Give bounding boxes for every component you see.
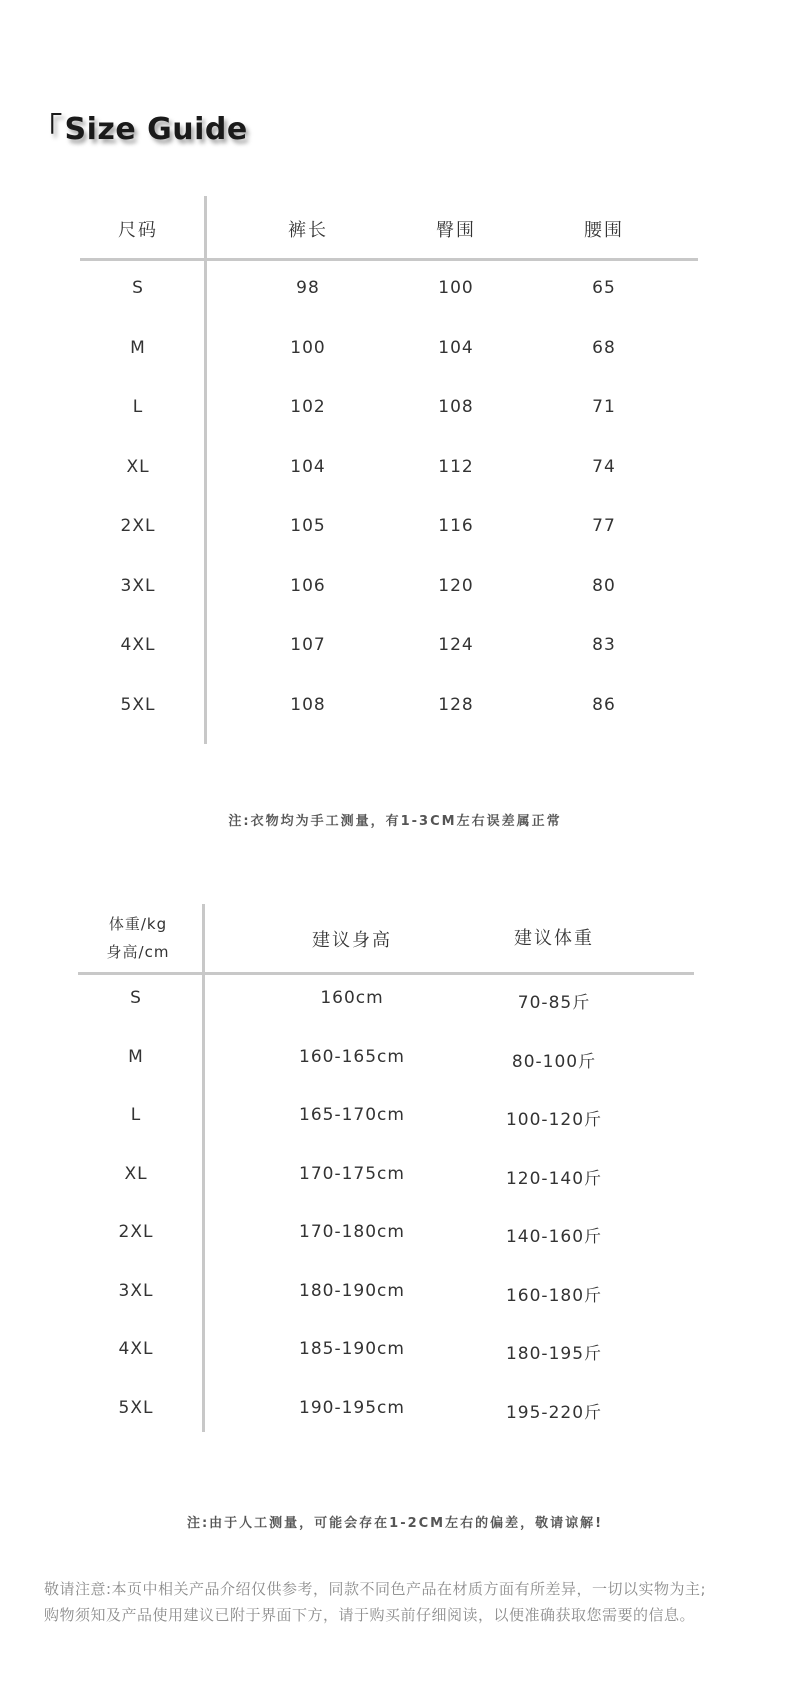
waist-cell: 80 [592,576,616,596]
suggested-height-cell: 165-170cm [299,1105,405,1125]
length-cell: 102 [290,397,326,417]
size-cell: XL [126,457,150,477]
suggested-height-cell: 160cm [320,988,384,1008]
hip-cell: 112 [438,457,474,477]
length-cell: 107 [290,635,326,655]
suggested-height-cell: 190-195cm [299,1398,405,1418]
suggested-weight-cell: 100-120斤 [505,1110,603,1130]
waist-cell: 77 [592,516,616,536]
footer-notice [44,1576,764,1628]
size-cell: S [132,278,144,298]
hip-cell: 124 [438,635,474,655]
footer-line-1: 敬请注意:本页中相关产品介绍仅供参考，同款不同色产品在材质方面有所差异，一切以实物为主; [44,1580,707,1598]
table2-header-weight: 建议体重 [514,928,594,949]
size-cell: 4XL [118,1339,154,1359]
size-cell: 3XL [118,1281,154,1301]
table1-header-divider [80,258,698,261]
hip-cell: 116 [438,516,474,536]
table2-header-corner [88,910,188,966]
table2-header-divider [78,972,694,975]
length-cell: 104 [290,457,326,477]
size-cell: 4XL [120,635,156,655]
suggested-weight-cell: 140-160斤 [505,1227,603,1247]
title-bracket: 「 [32,112,63,147]
table1-note: 注:衣物均为手工测量，有1-3CM左右误差属正常 [228,814,562,829]
length-cell: 106 [290,576,326,596]
table2-corner-height: 身高/cm [106,943,170,961]
waist-cell: 83 [592,635,616,655]
hip-cell: 100 [438,278,474,298]
suggested-weight-cell: 80-100斤 [511,1052,597,1072]
suggested-height-cell: 180-190cm [299,1281,405,1301]
length-cell: 98 [296,278,320,298]
title-text: Size Guide [64,112,248,147]
suggested-height-cell: 170-180cm [299,1222,405,1242]
suggested-height-cell: 170-175cm [299,1164,405,1184]
length-cell: 108 [290,695,326,715]
size-cell: M [130,338,146,358]
table2-corner-weight: 体重/kg [108,915,168,933]
size-cell: S [130,988,142,1008]
size-cell: 2XL [120,516,156,536]
table1-header-hip: 臀围 [436,220,476,241]
suggested-height-cell: 160-165cm [299,1047,405,1067]
suggested-height-cell: 185-190cm [299,1339,405,1359]
waist-cell: 65 [592,278,616,298]
suggested-weight-cell: 180-195斤 [505,1344,603,1364]
suggested-weight-cell: 160-180斤 [505,1286,603,1306]
size-cell: M [128,1047,144,1067]
size-cell: 5XL [118,1398,154,1418]
page-title [32,104,248,148]
table1-header-length: 裤长 [288,220,328,241]
table2-vertical-divider [202,904,205,1432]
table1-header-size: 尺码 [118,220,158,241]
footer-line-2: 购物须知及产品使用建议已附于界面下方，请于购买前仔细阅读，以便准确获取您需要的信息。 [44,1606,696,1624]
length-cell: 100 [290,338,326,358]
table2-header-height: 建议身高 [312,930,392,951]
size-cell: 5XL [120,695,156,715]
size-cell: XL [124,1164,148,1184]
suggested-weight-cell: 195-220斤 [505,1403,603,1423]
size-cell: L [132,397,144,417]
table2-note: 注:由于人工测量，可能会存在1-2CM左右的偏差，敬请谅解! [186,1516,604,1531]
suggested-weight-cell: 120-140斤 [505,1169,603,1189]
table1-header-waist: 腰围 [584,220,624,241]
size-cell: 2XL [118,1222,154,1242]
table1-vertical-divider [204,196,207,744]
hip-cell: 128 [438,695,474,715]
waist-cell: 86 [592,695,616,715]
size-cell: 3XL [120,576,156,596]
hip-cell: 104 [438,338,474,358]
waist-cell: 71 [592,397,616,417]
hip-cell: 120 [438,576,474,596]
suggested-weight-cell: 70-85斤 [517,993,591,1013]
waist-cell: 68 [592,338,616,358]
size-cell: L [130,1105,142,1125]
length-cell: 105 [290,516,326,536]
waist-cell: 74 [592,457,616,477]
hip-cell: 108 [438,397,474,417]
